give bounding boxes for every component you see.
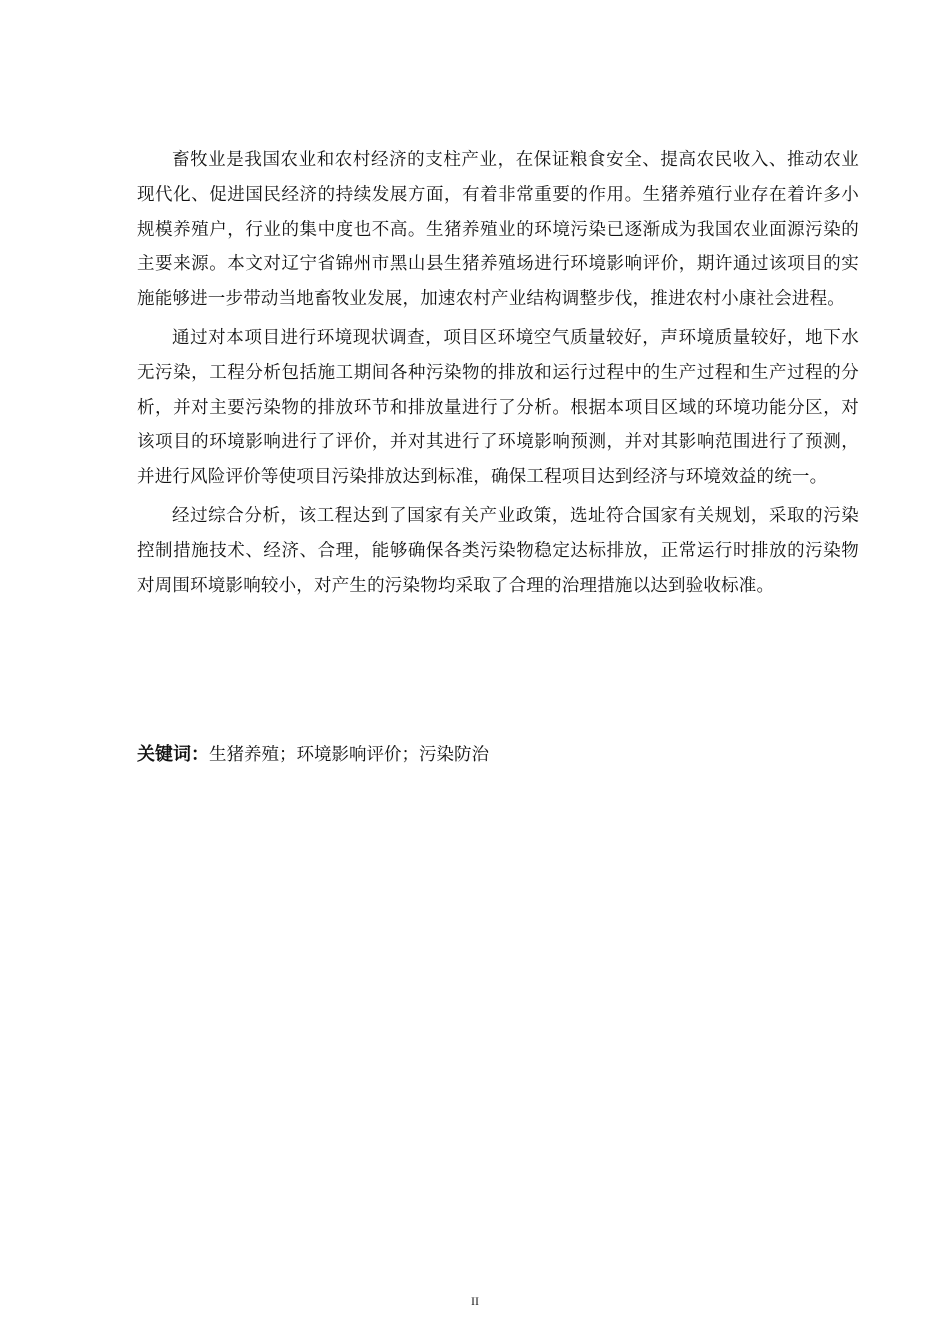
keywords-label: 关键词： bbox=[137, 744, 209, 765]
abstract-paragraph-1: 畜牧业是我国农业和农村经济的支柱产业，在保证粮食安全、提高农民收入、推动农业现代化、促进国民经济的持续发展方面，有着非常重要的作用。生猪养殖行业存在着许多小规模养殖户，行业的集中度也不高。生猪养殖业的环境污染已逐渐成为我国农业面源污染的主要来源。本文对辽宁省锦州市黑山县生猪养殖场进行环境影响评价，期许通过该项目的实施能够进一步带动当地畜牧业发展，加速农村产业结构调整步伐，推进农村小康社会进程。 bbox=[137, 150, 859, 310]
keywords-line bbox=[137, 740, 859, 770]
abstract-paragraph-3: 经过综合分析，该工程达到了国家有关产业政策，选址符合国家有关规划，采取的污染控制措施技术、经济、合理，能够确保各类污染物稳定达标排放，正常运行时排放的污染物对周围环境影响较小，对产生的污染物均采取了合理的治理措施以达到验收标准。 bbox=[137, 505, 859, 596]
keywords-value: 生猪养殖；环境影响评价；污染防治 bbox=[209, 745, 489, 765]
abstract-body bbox=[137, 143, 859, 607]
page-number: II bbox=[471, 1294, 479, 1308]
abstract-paragraph-2: 通过对本项目进行环境现状调查，项目区环境空气质量较好，声环境质量较好，地下水无污染，工程分析包括施工期间各种污染物的排放和运行过程中的生产过程和生产过程的分析，并对主要污染物的排放环节和排放量进行了分析。根据本项目区域的环境功能分区，对该项目的环境影响进行了评价，并对其进行了环境影响预测，并对其影响范围进行了预测，并进行风险评价等使项目污染排放达到标准，确保工程项目达到经济与环境效益的统一。 bbox=[137, 327, 859, 488]
